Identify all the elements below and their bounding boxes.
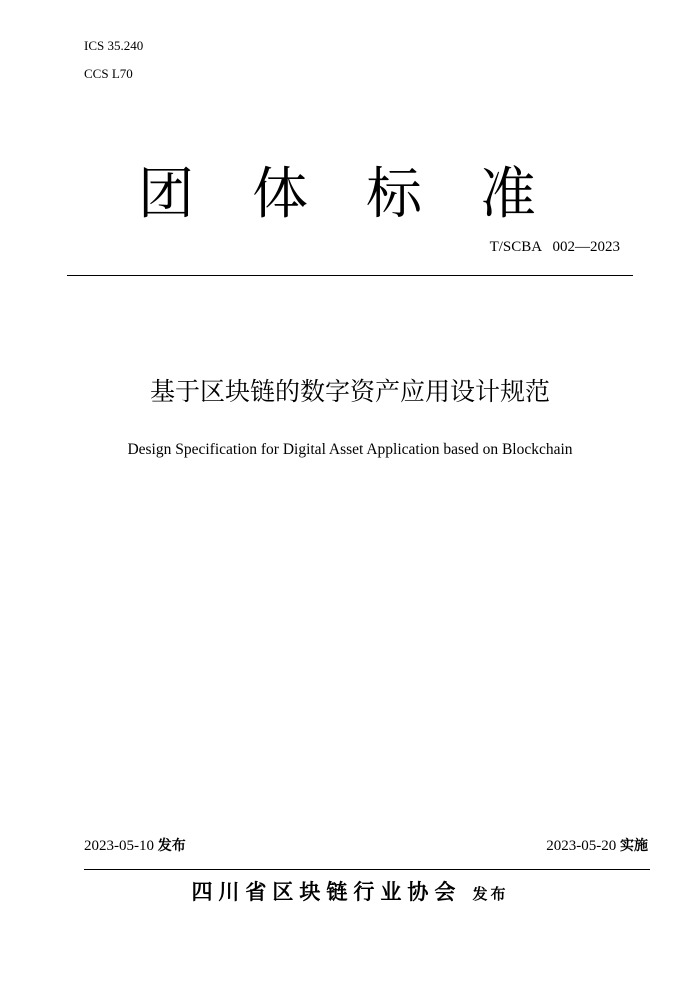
implementation-date-line [546,835,648,855]
ccs-code: CCS L70 [84,66,133,81]
document-title-english: Design Specification for Digital Asset Application based on Blockchain [127,441,573,458]
implementation-label: 实施 [620,838,648,854]
document-title-chinese: 基于区块链的数字资产应用设计规范 [149,377,550,406]
issue-label: 发布 [157,838,186,854]
implementation-date: 2023-05-20 [546,838,617,854]
publisher-line [0,876,700,906]
issue-date: 2023-05-10 [84,838,154,854]
publisher-name: 四川省区块链行业协会 [191,880,462,904]
bottom-divider [84,869,650,870]
issue-date-line [84,835,186,855]
publisher-suffix: 发布 [472,885,509,903]
ics-code: ICS 35.240 [84,38,144,53]
top-divider [67,275,633,276]
standard-type-title: 团体标准 [138,162,594,227]
standard-number: T/SCBA 002—2023 [489,239,620,255]
